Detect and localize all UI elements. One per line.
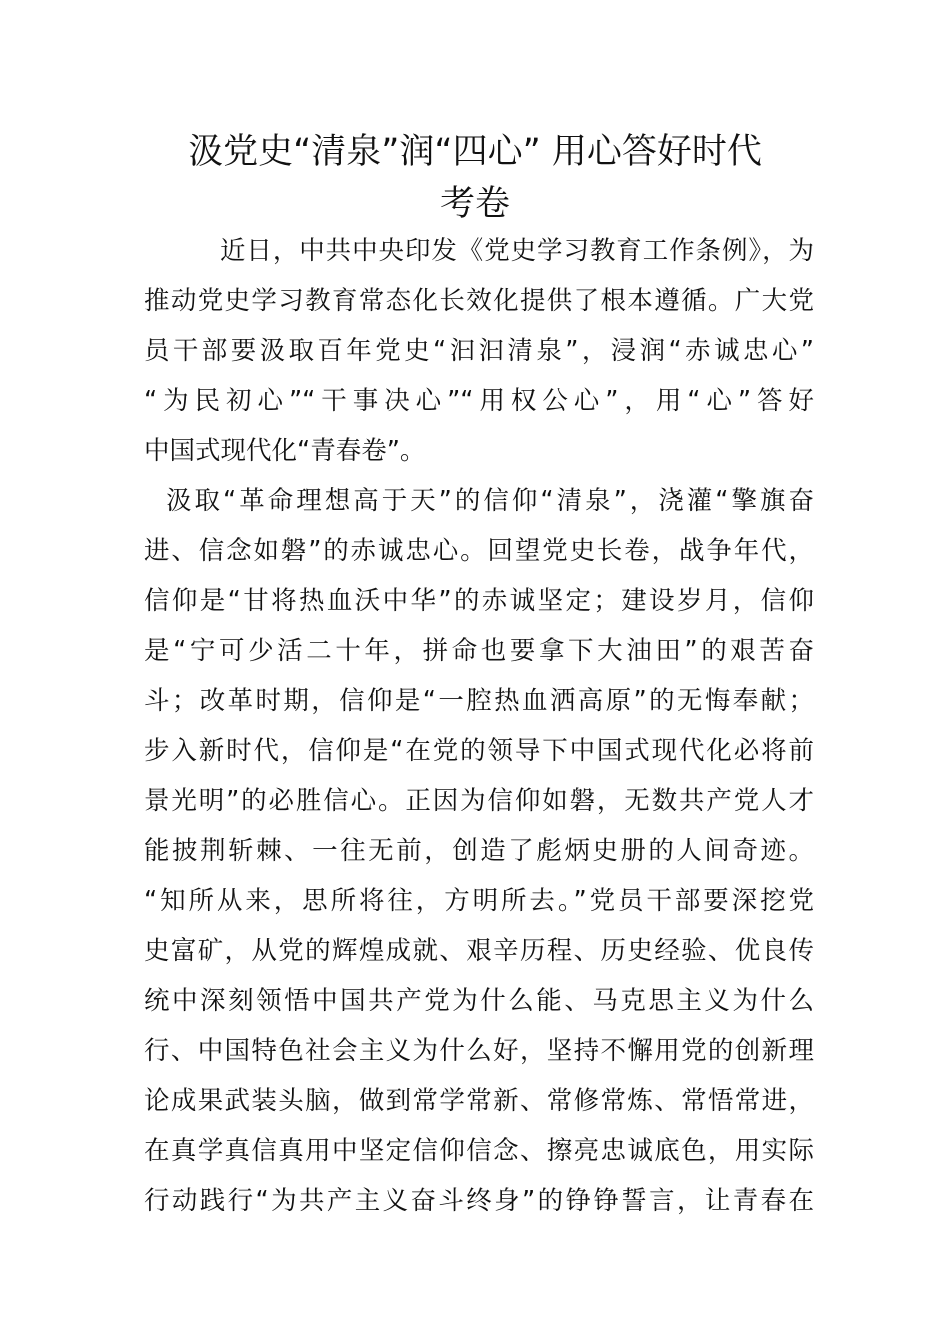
text-line: 论成果武装头脑，做到常学常新、常修常炼、常悟常进， bbox=[144, 1086, 814, 1116]
text-line: 史富矿，从党的辉煌成就、艰辛历程、历史经验、优良传 bbox=[144, 936, 814, 966]
text-line: 行、中国特色社会主义为什么好，坚持不懈用党的创新理 bbox=[144, 1036, 814, 1066]
paragraph-2 bbox=[144, 476, 814, 1226]
text-line: 近日，中共中央印发《党史学习教育工作条例》，为 bbox=[220, 236, 814, 266]
text-line: 步入新时代，信仰是“在党的领导下中国式现代化必将前 bbox=[144, 736, 814, 766]
document-body bbox=[144, 226, 814, 1226]
text-line: 推动党史学习教育常态化长效化提供了根本遵循。广大党 bbox=[144, 286, 814, 316]
text-line: 信仰是“甘将热血沃中华”的赤诚坚定；建设岁月，信仰 bbox=[144, 586, 814, 616]
text-line: 在真学真信真用中坚定信仰信念、擦亮忠诚底色，用实际 bbox=[144, 1136, 814, 1166]
title-line-2: 考卷 bbox=[439, 184, 510, 224]
text-line: 中国式现代化“青春卷”。 bbox=[144, 436, 426, 466]
text-line: 汲取“革命理想高于天”的信仰“清泉”，浇灌“擎旗奋 bbox=[166, 486, 814, 516]
text-line: 统中深刻领悟中国共产党为什么能、马克思主义为什么 bbox=[144, 986, 814, 1016]
text-line: 景光明”的必胜信心。正因为信仰如磐，无数共产党人才 bbox=[144, 786, 814, 816]
text-line: “为民初心”“干事决心”“用权公心”，用“心”答好 bbox=[144, 386, 814, 416]
text-line: 进、信念如磐”的赤诚忠心。回望党史长卷，战争年代， bbox=[144, 536, 814, 566]
text-line: 是“宁可少活二十年，拼命也要拿下大油田”的艰苦奋 bbox=[144, 636, 814, 666]
text-line: 能披荆斩棘、一往无前，创造了彪炳史册的人间奇迹。 bbox=[144, 836, 814, 866]
paragraph-1 bbox=[144, 226, 814, 476]
text-line: “知所从来，思所将往，方明所去。”党员干部要深挖党 bbox=[144, 886, 814, 916]
title-line-1: 汲党史“清泉”润“四心” 用心答好时代 bbox=[188, 132, 762, 172]
text-line: 斗；改革时期，信仰是“一腔热血洒高原”的无悔奉献； bbox=[144, 686, 814, 716]
document-title bbox=[140, 126, 810, 230]
text-line: 员干部要汲取百年党史“汩汩清泉”，浸润“赤诚忠心” bbox=[144, 336, 814, 366]
text-line: 行动践行“为共产主义奋斗终身”的铮铮誓言，让青春在 bbox=[144, 1186, 814, 1216]
